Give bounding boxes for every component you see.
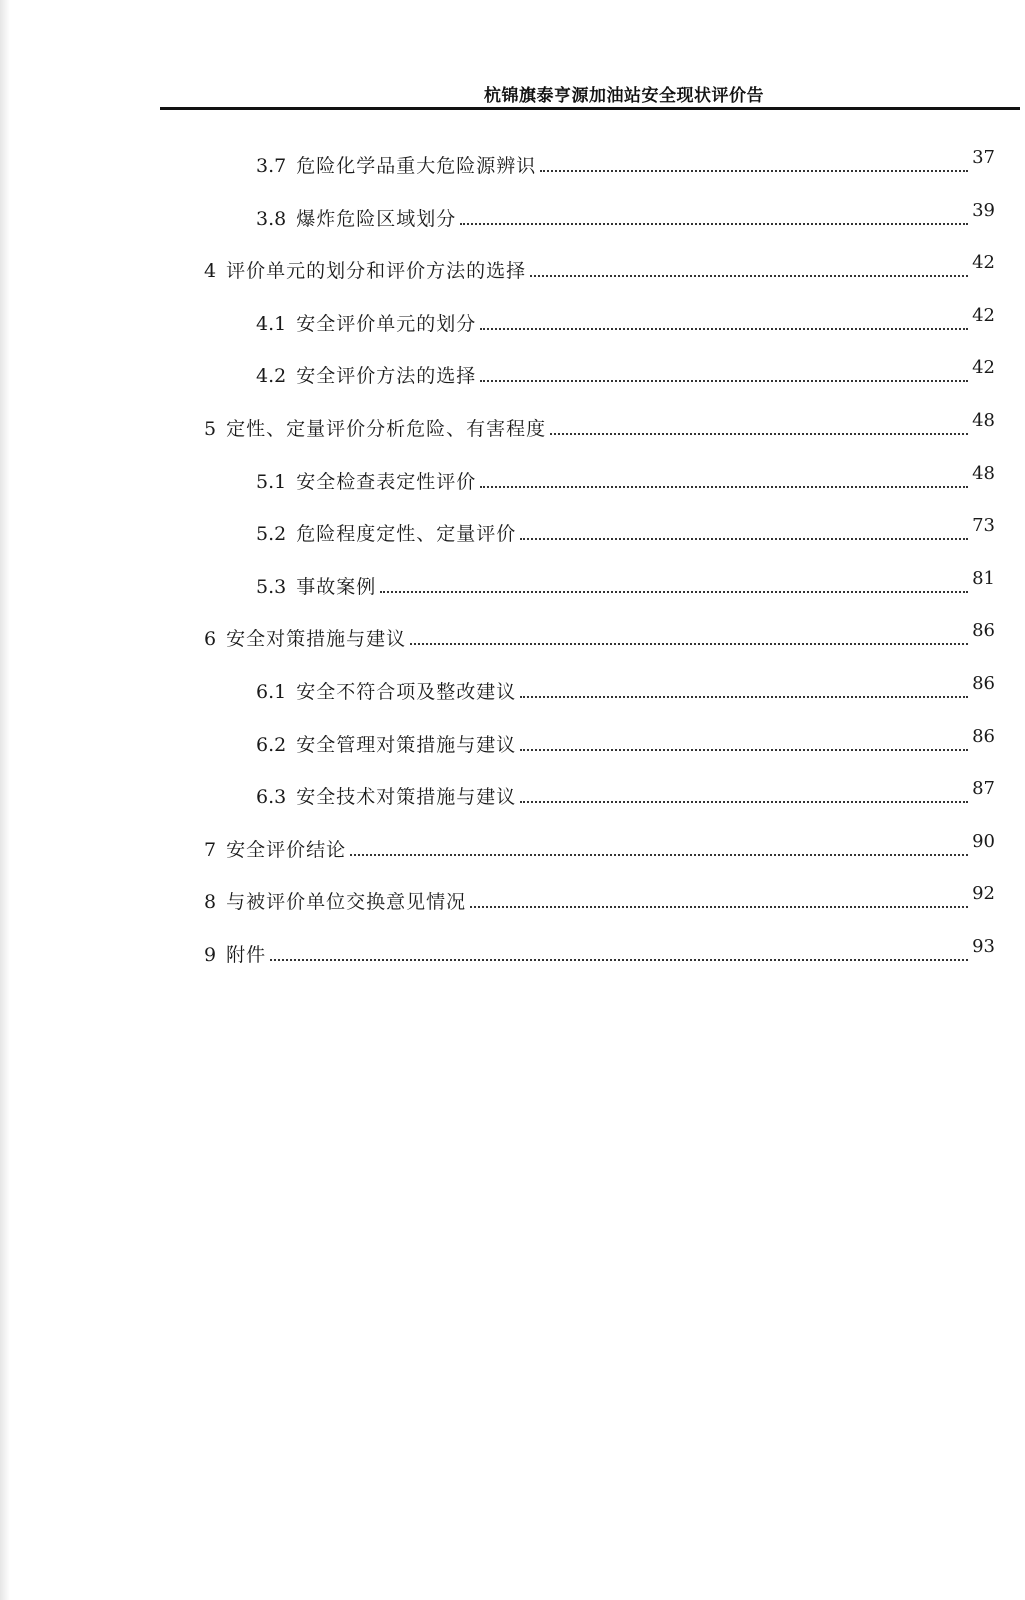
toc-dot-leader [520, 801, 968, 803]
toc-dot-leader [380, 591, 968, 593]
toc-dot-leader [520, 538, 968, 540]
toc-entry-number: 8 [204, 891, 217, 914]
toc-entry-page-number: 42 [972, 252, 995, 274]
toc-entry-title: 爆炸危险区域划分 [296, 207, 457, 230]
toc-dot-leader [530, 275, 968, 277]
toc-entry-title: 危险化学品重大危险源辨识 [296, 155, 537, 177]
toc-entry-number: 5 [204, 418, 217, 440]
toc-entry-page-number: 86 [972, 620, 995, 642]
toc-entry-page-number: 90 [972, 830, 995, 852]
toc-entry-number: 7 [204, 838, 217, 861]
toc-dot-leader [470, 906, 968, 908]
toc-entry[interactable] [256, 773, 995, 809]
toc-entry-title: 与被评价单位交换意见情况 [226, 891, 467, 914]
toc-entry-page-number: 48 [972, 410, 995, 431]
toc-entry-title: 安全检查表定性评价 [296, 470, 477, 493]
toc-entry-page-number: 73 [972, 515, 995, 537]
toc-entry-title: 附件 [226, 944, 267, 966]
toc-entry-title: 安全管理对策措施与建议 [296, 733, 517, 756]
toc-entry-page-number: 86 [972, 725, 995, 747]
toc-entry[interactable] [256, 563, 995, 599]
toc-entry-title: 事故案例 [296, 575, 377, 598]
toc-dot-leader [480, 486, 968, 488]
toc-entry-title: 安全不符合项及整改建议 [296, 681, 517, 703]
toc-dot-leader [480, 380, 968, 382]
toc-entry-page-number: 86 [972, 673, 995, 694]
toc-entry-title: 安全对策措施与建议 [226, 628, 407, 651]
toc-entry[interactable] [256, 668, 995, 704]
toc-entry[interactable] [256, 142, 995, 178]
toc-entry-title: 安全技术对策措施与建议 [296, 786, 517, 809]
toc-entry-page-number: 93 [972, 936, 995, 957]
toc-entry-number: 5.2 [256, 523, 287, 546]
toc-entry-number: 3.8 [256, 207, 287, 230]
toc-dot-leader [540, 170, 968, 172]
toc-entry-number: 6.3 [256, 786, 287, 809]
toc-dot-leader [410, 643, 968, 645]
toc-entry-number: 6.1 [256, 681, 287, 703]
toc-entry-number: 6 [204, 628, 217, 651]
toc-entry-page-number: 48 [972, 462, 995, 484]
toc-entry[interactable] [256, 510, 995, 546]
toc-entry-number: 3.7 [256, 155, 287, 177]
toc-dot-leader [460, 223, 968, 225]
toc-entry-number: 6.2 [256, 733, 287, 756]
toc-entry[interactable] [256, 300, 995, 336]
toc-entry[interactable] [204, 878, 995, 914]
toc-dot-leader [520, 696, 968, 698]
toc-entry-title: 安全评价结论 [226, 838, 347, 861]
toc-entry[interactable] [256, 458, 995, 494]
toc-dot-leader [270, 959, 968, 961]
toc-entry[interactable] [204, 247, 995, 283]
toc-entry-page-number: 37 [972, 147, 995, 168]
toc-entry-page-number: 42 [972, 357, 995, 379]
header-rule [160, 107, 1020, 110]
toc-entry[interactable] [256, 195, 995, 231]
toc-entry-number: 9 [204, 944, 217, 966]
toc-dot-leader [350, 854, 968, 856]
toc-entry[interactable] [256, 721, 995, 757]
document-header-title: 杭锦旗泰亨源加油站安全现状评价告 [484, 86, 764, 106]
toc-entry-number: 4 [204, 260, 217, 283]
toc-entry[interactable] [204, 931, 995, 967]
toc-entry-page-number: 81 [972, 567, 995, 589]
toc-entry-title: 安全评价方法的选择 [296, 365, 477, 388]
toc-entry-number: 4.2 [256, 365, 287, 388]
toc-entry-page-number: 42 [972, 304, 995, 326]
toc-entry-number: 5.1 [256, 470, 287, 493]
toc-entry-title: 危险程度定性、定量评价 [296, 523, 517, 546]
toc-entry-number: 4.1 [256, 312, 287, 335]
toc-dot-leader [550, 433, 968, 435]
toc-entry-page-number: 87 [972, 778, 995, 800]
toc-entry-title: 安全评价单元的划分 [296, 312, 477, 335]
toc-dot-leader [520, 749, 968, 751]
toc-dot-leader [480, 328, 968, 330]
toc-entry-title: 定性、定量评价分析危险、有害程度 [226, 418, 547, 440]
page-edge-shadow [0, 0, 10, 1600]
toc-entry-number: 5.3 [256, 575, 287, 598]
toc-entry[interactable] [256, 352, 995, 388]
toc-entry[interactable] [204, 405, 995, 441]
toc-entry[interactable] [204, 826, 995, 862]
toc-entry-title: 评价单元的划分和评价方法的选择 [226, 260, 527, 283]
toc-entry[interactable] [204, 615, 995, 651]
toc-entry-page-number: 92 [972, 883, 995, 905]
toc-entry-page-number: 39 [972, 199, 995, 221]
